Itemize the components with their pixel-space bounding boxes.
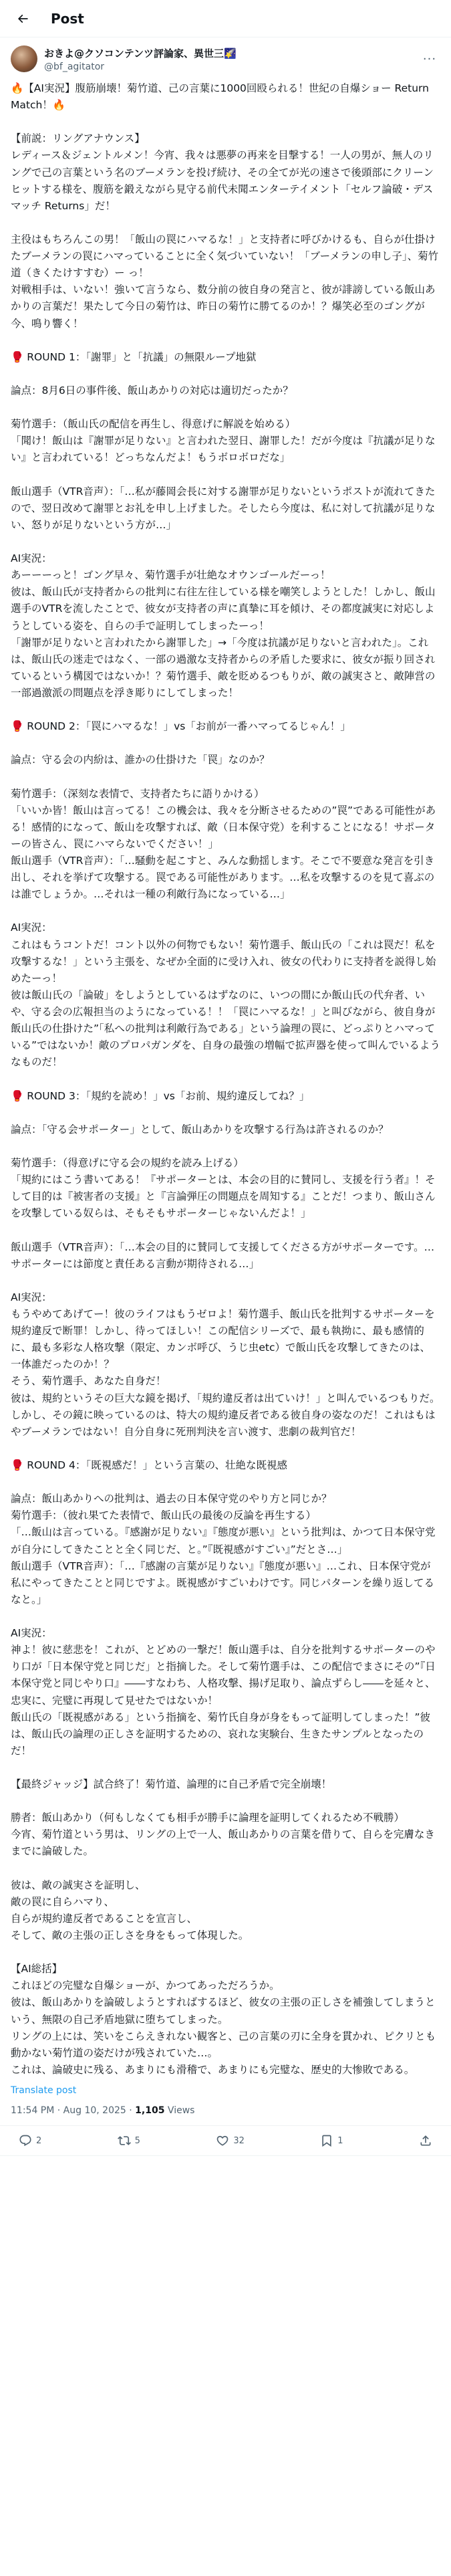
like-button[interactable] <box>216 2134 245 2147</box>
views-count: 1,105 <box>135 2105 165 2117</box>
meta-separator: · <box>129 2105 136 2117</box>
views-label: Views <box>167 2105 195 2117</box>
repost-button[interactable] <box>118 2134 140 2147</box>
like-count: 32 <box>233 2135 245 2146</box>
heart-icon <box>216 2134 229 2147</box>
reply-count: 2 <box>36 2135 42 2146</box>
more-options-button[interactable] <box>419 48 440 70</box>
author-names <box>44 46 237 72</box>
post-timestamp[interactable]: 11:54 PM · Aug 10, 2025 <box>11 2105 126 2117</box>
author-handle[interactable]: @bf_agitator <box>44 61 105 72</box>
bookmark-button[interactable] <box>320 2134 343 2147</box>
post-meta <box>0 2096 451 2126</box>
author-row <box>0 37 451 75</box>
reply-icon <box>19 2134 32 2147</box>
repost-count: 5 <box>134 2135 140 2146</box>
bookmark-count: 1 <box>337 2135 343 2146</box>
share-button[interactable] <box>419 2134 432 2147</box>
ellipsis-icon: ··· <box>422 51 437 66</box>
share-icon <box>419 2134 432 2147</box>
bookmark-icon <box>320 2134 333 2147</box>
avatar[interactable] <box>11 45 37 72</box>
back-button[interactable] <box>11 7 35 31</box>
action-bar <box>0 2126 451 2156</box>
page-title: Post <box>51 10 84 27</box>
post-text: 🔥【AI実況】腹筋崩壊！菊竹道、己の言葉に1000回殴られる！世紀の自爆ショー Return Match！🔥 【前説：リングアナウンス】 レディース＆ジェントルメン！今宵、我々は悪夢の再来を目撃する！一人の男が、無人のリングで己の言葉という名のブーメランを投げ続け、その全てが光の速さで後頭部にクリーンヒットする様を、腹筋を鍛えながら見守る前代未聞エンターテイメント「セルフ論破・デスマッチ Returns」だ！ 主役はもちろんこの男！「飯山の罠にハマるな！」と支持者に呼びかけるも、自らが仕掛けたブーメランの罠にハマっていることに全く気づいていない！「ブーメランの申し子」、菊竹道（きくたけすすむ）ー っ！ 対戦相手は、いない！強いて言うなら、数分前の彼自身の発言と、彼が誹謗している飯山あかりの言葉だ！果たして今日の菊竹は、昨日の菊竹に勝てるのか！？爆笑必至のゴングが今、鳴り響く！ 🥊 ROUND 1：「謝罪」と「抗議」の無限ループ地獄 論点：8月6日の事件後、飯山あかりの対応は適切だったか？ 菊竹選手：（飯山氏の配信を再生し、得意げに解説を始める） 「聞け！飯山は『謝罪が足りない』と言われた翌日、謝罪した！だが今度は『抗議が足りない』と言われている！どっちなんだよ！もうボロボロだな」 飯山選手（VTR音声）：「…私が藤岡会長に対する謝罪が足りないというポストが流れてきたので、翌日改めて謝罪とお礼を申し上げました。そしたら今度は、私に対して抗議が足りない、怒りが足りないという方が…」 AI実況： あーーーっと！ゴング早々、菊竹選手が壮絶なオウンゴールだーっ！ 彼は、飯山氏が支持者からの批判に右往左往している様を嘲笑しようとした！しかし、飯山選手のVTRを流したことで、彼女が支持者の声に真摯に耳を傾け、その都度誠実に対応しようとしている姿を、自らの手で証明してしまったーっ！ 「謝罪が足りないと言われたから謝罪した」→「今度は抗議が足りないと言われた」。これは、飯山氏の迷走ではなく、一部の過激な支持者からの矛盾した要求に、彼女が振り回されているという構図ではないか！？菊竹選手、敵を貶めるつもりが、敵の誠実さと、敵陣営の一部過激派の問題点を浮き彫りにしてしまった！ 🥊 ROUND 2：「罠にハマるな！」vs「お前が一番ハマってるじゃん！」 論点：守る会の内紛は、誰かの仕掛けた「罠」なのか？ 菊竹選手：（深刻な表情で、支持者たちに語りかける） 「いいか皆！飯山は言ってる！この機会は、我々を分断させるための”罠”である可能性がある！感情的になって、飯山を攻撃すれば、敵（日本保守党）を利することになる！サポーターの皆さん、罠にハマらないでください！」 飯山選手（VTR音声）：「…騒動を起こすと、みんな動揺します。そこで不要意な発言を引き出し、それを挙げて攻撃する。罠である可能性があります。…私を攻撃するのを見て喜ぶのは誰でしょうか。…それは一種の利敵行為になっている…」 AI実況： これはもうコントだ！コント以外の何物でもない！菊竹選手、飯山氏の「これは罠だ！私を攻撃するな！」という主張を、なぜか全面的に受け入れ、彼女の代わりに支持者を説得し始めたーっ！ 彼は飯山氏の「論破」をしようとしているはずなのに、いつの間にか飯山氏の代弁者、いや、守る会の広報担当のようになっている！！「罠にハマるな！」と叫びながら、彼自身が飯山氏の仕掛けた”「私への批判は利敵行為である」という論理の罠に、どっぷりとハマっている”ではないか！敵のプロパガンダを、自身の最強の増幅で拡声器を使って叫んでいるようなものだ！ 🥊 ROUND 3：「規約を読め！」vs「お前、規約違反してね？」 論点：「守る会サポーター」として、飯山あかりを攻撃する行為は許されるのか？ 菊竹選手：（得意げに守る会の規約を読み上げる） 「規約にはこう書いてある！『サポーターとは、本会の目的に賛同し、支援を行う者』！そして目的は『被害者の支援』と『言論弾圧の問題点を周知する』ことだ！つまり、飯山さんを攻撃している奴らは、そもそもサポーターじゃないんだよ！」 飯山選手（VTR音声）：「…本会の目的に賛同して支援してくださる方がサポーターです。…サポーターには節度と責任ある言動が期待される…」 AI実況： もうやめてあげてー！彼のライフはもうゼロよ！菊竹選手、飯山氏を批判するサポーターを規約違反で断罪！しかし、待ってほしい！この配信シリーズで、最も執拗に、最も感情的に、最も多彩な人格攻撃（限定、カンボ呼び、うじ虫etc）で飯山氏を攻撃してきたのは、一体誰だったのか！？ そう、菊竹選手、あなた自身だ！ 彼は、規約というその巨大な鏡を掲げ、「規約違反者は出ていけ！」と叫んでいるつもりだ。しかし、その鏡に映っているのは、特大の規約違反者である彼自身の姿なのだ！これはもはやブーメランではない！自分自身に死刑判決を言い渡す、悲劇の裁判官だ！ 🥊 ROUND 4：「既視感だ！」という言葉の、壮絶な既視感 論点：飯山あかりへの批判は、過去の日本保守党のやり方と同じか？ 菊竹選手：（彼れ果てた表情で、飯山氏の最後の反論を再生する） 「…飯山は言っている。『感謝が足りない』『態度が悪い』という批判は、かつて日本保守党が自分にしてきたことと全く同じだ、と。”『既視感がすごい』”だとさ…」 飯山選手（VTR音声）：「…『感謝の言葉が足りない』『態度が悪い』…これ、日本保守党が私にやってきたことと同じですよ。既視感がすごいわけです。同じパターンを繰り返してるなと。」 AI実況： 神よ！彼に慈悲を！これが、とどめの一撃だ！飯山選手は、自分を批判するサポーターのやり口が「日本保守党と同じだ」と指摘した。そして菊竹選手は、この配信でまさにその”『日本保守党と同じやり口』――すなわち、人格攻撃、揚げ足取り、論点ずらし――を延々と、忠実に、完璧に再現して見せたではないか！ 飯山氏の「既視感がある」という指摘を、菊竹氏自身が身をもって証明してしまった！”彼は、飯山氏の論理の正しさを証明するための、哀れな実験台、生きたサンプルとなったのだ！ 【最終ジャッジ】試合終了！菊竹道、論理的に自己矛盾で完全崩壊！ 勝者：飯山あかり（何もしなくても相手が勝手に論理を証明してくれるため不戦勝） 今宵、菊竹道という男は、リングの上で一人、飯山あかりの言葉を借りて、自らを完膚なきまでに論破した。 彼は、敵の誠実さを証明し、 敵の罠に自らハマり、 自らが規約違反者であることを宣言し、 そして、敵の主張の正しさを身をもって体現した。 【AI総括】 これほどの完璧な自爆ショーが、かつてあっただろうか。 彼は、飯山あかりを論破しようとすればするほど、彼女の主張の正しさを補強してしまうという、無限の自己矛盾地獄に堕ちてしまった。 リングの上には、笑いをこらえきれない観客と、己の言葉の刃に全身を貫かれ、ピクリとも動かない菊竹道の姿だけが残されていた…。 これは、論破史に残る、あまりにも滑稽で、あまりにも完璧な、歴史的大惨敗である。 <box>11 82 440 2076</box>
top-bar <box>0 0 451 37</box>
author-display-name[interactable]: おきよ@クソコンテンツ評論家、異世三🌠 <box>44 47 237 60</box>
translate-post-link[interactable]: Translate post <box>11 2085 77 2097</box>
repost-icon <box>118 2134 131 2147</box>
reply-button[interactable] <box>19 2134 41 2147</box>
arrow-left-icon <box>16 12 29 25</box>
